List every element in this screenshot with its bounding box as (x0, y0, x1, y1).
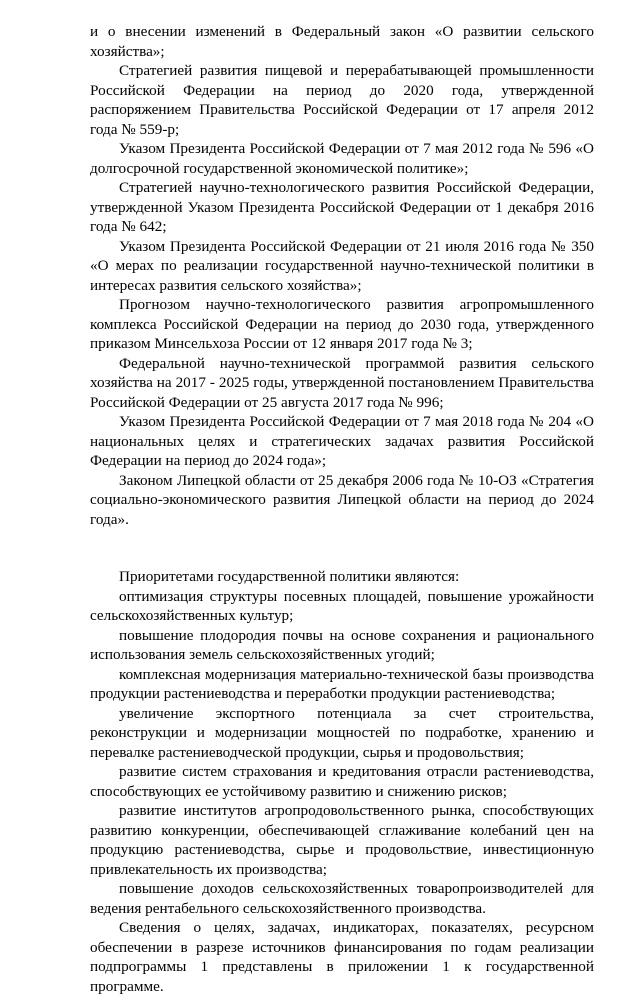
paragraph-appendix-reference: Сведения о целях, задачах, индикаторах, показателях, ресурсном обеспечении в разрезе источников финансирования по годам реализации подпрограммы 1 представлены в приложении 1 к государственной программе. (90, 919, 594, 995)
priority-item: развитие институтов агропродовольственного рынка, способствующих развитию конкуренции, обеспечивающей сглаживание колебаний цен на продукцию растениеводства, сырье и продовольствие, инвестиционную привлекательность их производства; (90, 802, 594, 878)
priority-item: комплексная модернизация материально-технической базы производства продукции растениеводства и переработки продукции растениеводства; (90, 665, 594, 702)
paragraph-decree-596: Указом Президента Российской Федерации от 7 мая 2012 года № 596 «О долгосрочной государственной экономической политике»; (90, 140, 594, 177)
priority-item: развитие систем страхования и кредитования отрасли растениеводства, способствующих ее устойчивому развитию и снижению рисков; (90, 763, 594, 800)
paragraph-lipetsk-law: Законом Липецкой области от 25 декабря 2006 года № 10-ОЗ «Стратегия социально-экономического развития Липецкой области на период до 2024 года». (90, 471, 594, 528)
priority-item: оптимизация структуры посевных площадей, повышение урожайности сельскохозяйственных культур; (90, 587, 594, 624)
paragraph-food-industry-strategy: Стратегией развития пищевой и перерабатывающей промышленности Российской Федерации на период до 2020 года, утвержденной распоряжением Правительства Российской Федерации от 17 апреля 2012 года № 559-р; (90, 62, 594, 138)
paragraph-gap (90, 529, 594, 567)
paragraph-agro-forecast: Прогнозом научно-технологического развития агропромышленного комплекса Российской Федерации на период до 2030 года, утвержденного приказом Минсельхоза России от 12 января 2017 года № 3; (90, 296, 594, 352)
priorities-heading: Приоритетами государственной политики являются: (119, 568, 460, 585)
document-page (90, 22, 594, 996)
paragraph-decree-350: Указом Президента Российской Федерации от 21 июля 2016 года № 350 «О мерах по реализации государственной научно-технической политики в интересах развития сельского хозяйства»; (90, 237, 594, 294)
paragraph-decree-204: Указом Президента Российской Федерации от 7 мая 2018 года № 204 «О национальных целях и стратегических задачах развития Российской Федерации на период до 2024 года»; (90, 413, 594, 469)
paragraph-federal-program: Федеральной научно-технической программой развития сельского хозяйства на 2017 - 2025 годы, утвержденной постановлением Правительства Российской Федерации от 25 августа 2017 года № 996; (90, 354, 594, 411)
paragraph-law-amendment: и о внесении изменений в Федеральный закон «О развитии сельского хозяйства»; (90, 23, 594, 60)
priority-item: повышение плодородия почвы на основе сохранения и рационального использования земель сельскохозяйственных угодий; (90, 626, 594, 663)
priority-item: повышение доходов сельскохозяйственных товаропроизводителей для ведения рентабельного сельскохозяйственного производства. (90, 880, 594, 917)
priority-item: увеличение экспортного потенциала за счет строительства, реконструкции и модернизации мощностей по подработке, хранению и перевалке растениеводческой продукции, сырья и продовольствия; (90, 704, 594, 761)
paragraph-scitech-strategy: Стратегией научно-технологического развития Российской Федерации, утвержденной Указом Президента Российской Федерации от 1 декабря 2016 года № 642; (90, 179, 594, 235)
